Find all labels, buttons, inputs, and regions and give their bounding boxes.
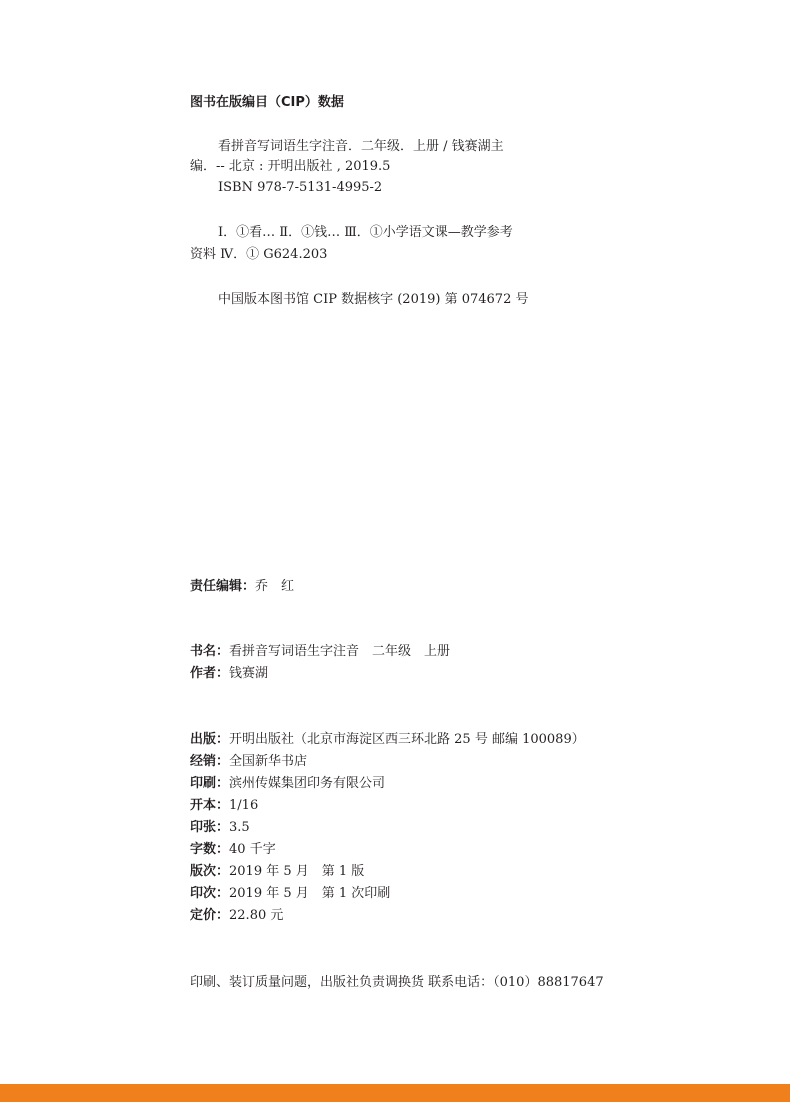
printer-label: 印刷： xyxy=(190,776,230,791)
cip-heading: 图书在版编目（CIP）数据 xyxy=(190,95,344,110)
publisher-row xyxy=(190,730,585,750)
distributor-label: 经销： xyxy=(190,754,230,769)
cip-line-classification-cont: 资料 Ⅳ．① G624.203 xyxy=(190,247,328,262)
sheets-value: 3.5 xyxy=(229,820,250,835)
cip-line-classification: Ⅰ．①看… Ⅱ．①钱… Ⅲ．①小学语文课—教学参考 xyxy=(218,225,513,240)
author-label: 作者： xyxy=(190,666,230,681)
format-row xyxy=(190,796,258,816)
format-value: 1/16 xyxy=(229,798,259,813)
book-title-label: 书名： xyxy=(190,644,230,659)
price-label: 定价： xyxy=(190,908,230,923)
editor-label: 责任编辑： xyxy=(190,579,256,594)
distributor-value: 全国新华书店 xyxy=(229,754,308,769)
printer-row xyxy=(190,774,385,794)
printing-value: 2019 年 5 月 第 1 次印刷 xyxy=(229,886,391,901)
editor-row xyxy=(190,577,294,597)
format-label: 开本： xyxy=(190,798,230,813)
cip-line-title: 看拼音写词语生字注音．二年级．上册 / 钱赛湖主 xyxy=(218,139,504,154)
edition-label: 版次： xyxy=(190,864,230,879)
distributor-row xyxy=(190,752,307,772)
cip-line-publisher: 编．-- 北京 : 开明出版社 , 2019.5 xyxy=(190,159,391,174)
editor-value: 乔 红 xyxy=(255,579,295,594)
accent-bar xyxy=(0,1084,790,1102)
quality-contact-note: 印刷、装订质量问题，出版社负责调换货 联系电话：（010）88817647 xyxy=(190,975,604,990)
cip-line-record-number: 中国版本图书馆 CIP 数据核字 (2019) 第 074672 号 xyxy=(218,292,529,307)
publisher-label: 出版： xyxy=(190,732,230,747)
author-row xyxy=(190,664,268,684)
printing-label: 印次： xyxy=(190,886,230,901)
word-count-value: 40 千字 xyxy=(229,842,276,857)
author-value: 钱赛湖 xyxy=(229,666,269,681)
sheets-label: 印张： xyxy=(190,820,230,835)
word-count-row xyxy=(190,840,276,860)
word-count-label: 字数： xyxy=(190,842,230,857)
book-title-row xyxy=(190,642,450,662)
price-row xyxy=(190,906,283,926)
price-value: 22.80 元 xyxy=(229,908,284,923)
cip-line-isbn: ISBN 978-7-5131-4995-2 xyxy=(218,180,383,195)
edition-value: 2019 年 5 月 第 1 版 xyxy=(229,864,365,879)
printer-value: 滨州传媒集团印务有限公司 xyxy=(229,776,386,791)
sheets-row xyxy=(190,818,250,838)
publisher-value: 开明出版社（北京市海淀区西三环北路 25 号 邮编 100089） xyxy=(229,732,585,747)
book-title-value: 看拼音写词语生字注音 二年级 上册 xyxy=(229,644,451,659)
printing-row xyxy=(190,884,390,904)
edition-row xyxy=(190,862,364,882)
